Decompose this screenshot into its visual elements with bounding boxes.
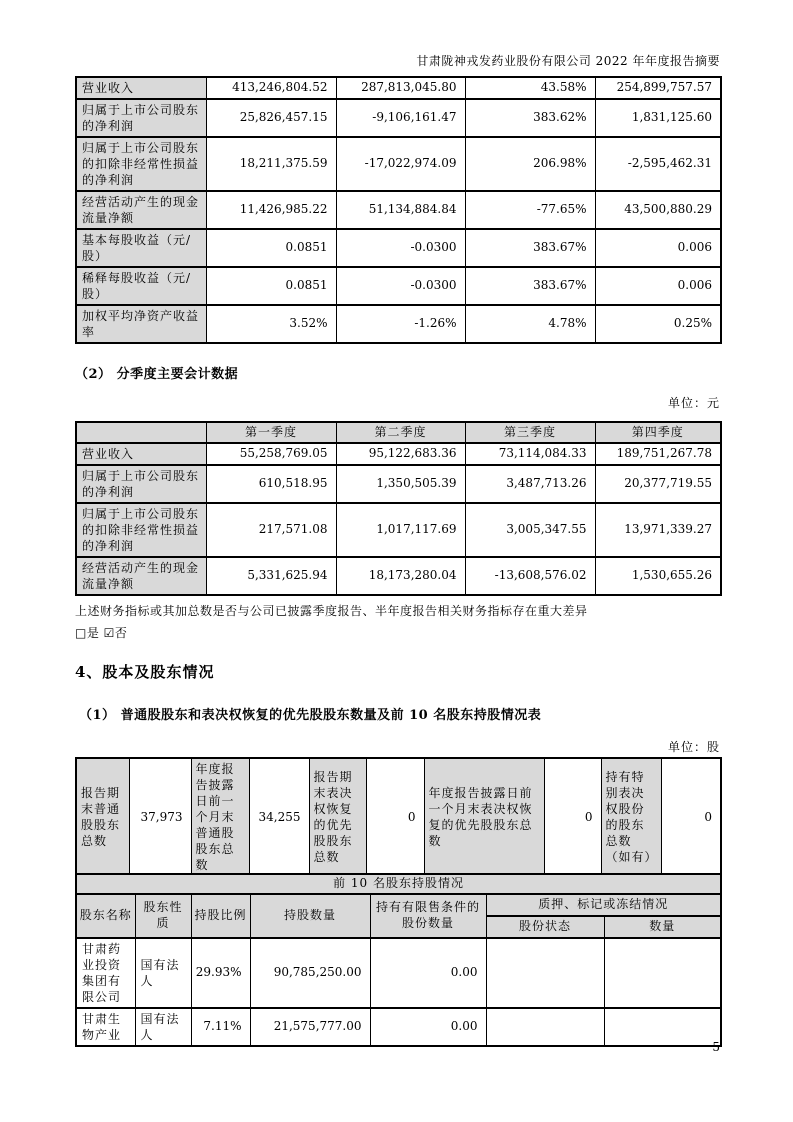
column-header-restricted: 持有有限售条件的股份数量 (370, 894, 486, 938)
metric-value: 0.0851 (206, 229, 336, 267)
metric-value: -2,595,462.31 (595, 137, 721, 191)
holder-shares: 21,575,777.00 (250, 1008, 370, 1046)
yes-no-checkboxes (75, 624, 127, 641)
metric-value: 1,350,505.39 (336, 465, 465, 503)
count-value: 37,973 (129, 758, 191, 875)
column-header-pledge-status: 股份状态 (486, 916, 604, 938)
table-row (76, 191, 721, 229)
metric-value: 1,530,655.26 (595, 557, 721, 595)
metric-value: 18,211,375.59 (206, 137, 336, 191)
checkbox-no-checked: ☑否 (103, 626, 128, 640)
metric-value: 610,518.95 (206, 465, 336, 503)
metric-label: 经营活动产生的现金流量净额 (76, 191, 206, 229)
column-header-shares: 持股数量 (250, 894, 370, 938)
holder-ratio: 29.93% (191, 938, 250, 1008)
metric-value: 3.52% (206, 305, 336, 343)
equity-subsection-title: （1） 普通股股东和表决权恢复的优先股股东数量及前 10 名股东持股情况表 (79, 708, 542, 723)
quarterly-section-title: （2） 分季度主要会计数据 (75, 367, 239, 382)
column-header: 第四季度 (595, 422, 721, 443)
metric-value: 13,971,339.27 (595, 503, 721, 557)
metric-value: 25,826,457.15 (206, 99, 336, 137)
count-label: 报告期末普通股股东总数 (76, 758, 129, 875)
holder-nature: 国有法人 (135, 1008, 191, 1046)
metric-value: 43.58% (465, 77, 595, 99)
count-value: 34,255 (249, 758, 309, 875)
metric-value: 0.25% (595, 305, 721, 343)
corner-cell (76, 422, 206, 443)
top10-holders-table (75, 873, 722, 1047)
holder-row (76, 1008, 721, 1046)
table-row (76, 557, 721, 595)
count-label: 年度报告披露日前一个月末普通股股东总数 (191, 758, 249, 875)
metric-value: 254,899,757.57 (595, 77, 721, 99)
metric-value: 217,571.08 (206, 503, 336, 557)
count-label: 报告期末表决权恢复的优先股股东总数 (309, 758, 366, 875)
table-row (76, 443, 721, 465)
metric-value: 95,122,683.36 (336, 443, 465, 465)
quarterly-table (75, 421, 722, 596)
metric-value: 73,114,084.33 (465, 443, 595, 465)
metric-value: 1,017,117.69 (336, 503, 465, 557)
metric-value: 3,005,347.55 (465, 503, 595, 557)
holder-pledge-qty (604, 938, 721, 1008)
column-header-ratio: 持股比例 (191, 894, 250, 938)
metric-label: 归属于上市公司股东的净利润 (76, 465, 206, 503)
column-header: 第三季度 (465, 422, 595, 443)
top10-band-title: 前 10 名股东持股情况 (76, 874, 721, 894)
holder-ratio: 7.11% (191, 1008, 250, 1046)
metric-value: 383.67% (465, 267, 595, 305)
count-label: 持有特别表决权股份的股东总数（如有） (601, 758, 661, 875)
metric-label: 经营活动产生的现金流量净额 (76, 557, 206, 595)
column-header: 第二季度 (336, 422, 465, 443)
table-row (76, 99, 721, 137)
metric-value: -77.65% (465, 191, 595, 229)
holder-name: 甘肃药业投资集团有限公司 (76, 938, 135, 1008)
metric-value: 413,246,804.52 (206, 77, 336, 99)
metric-value: -0.0300 (336, 267, 465, 305)
metric-value: 0.0851 (206, 267, 336, 305)
metric-label: 营业收入 (76, 443, 206, 465)
column-header-pledge-group: 质押、标记或冻结情况 (486, 894, 721, 916)
column-header-pledge-qty: 数量 (604, 916, 721, 938)
holder-restricted: 0.00 (370, 1008, 486, 1046)
count-value: 0 (366, 758, 424, 875)
table-header-row (76, 422, 721, 443)
table-row (76, 465, 721, 503)
metric-label: 稀释每股收益（元/股） (76, 267, 206, 305)
metric-value: 189,751,267.78 (595, 443, 721, 465)
table-row (76, 503, 721, 557)
metric-value: -0.0300 (336, 229, 465, 267)
metric-label: 归属于上市公司股东的扣除非经常性损益的净利润 (76, 503, 206, 557)
holder-shares: 90,785,250.00 (250, 938, 370, 1008)
shareholder-counts-table (75, 757, 722, 876)
table-row (76, 137, 721, 191)
band-row (76, 874, 721, 894)
metric-value: 383.62% (465, 99, 595, 137)
table-row (76, 77, 721, 99)
metric-value: -1.26% (336, 305, 465, 343)
metric-value: 287,813,045.80 (336, 77, 465, 99)
table-row (76, 758, 721, 875)
metric-value: 55,258,769.05 (206, 443, 336, 465)
table-header-row (76, 894, 721, 916)
holder-nature: 国有法人 (135, 938, 191, 1008)
quarterly-note-text: 上述财务指标或其加总数是否与公司已披露季度报告、半年度报告相关财务指标存在重大差异 (75, 604, 588, 618)
metric-value: 206.98% (465, 137, 595, 191)
table-row (76, 267, 721, 305)
metric-value: 43,500,880.29 (595, 191, 721, 229)
unit-label-shares: 单位：股 (667, 740, 720, 754)
holder-restricted: 0.00 (370, 938, 486, 1008)
metric-value: 5,331,625.94 (206, 557, 336, 595)
metric-label: 归属于上市公司股东的扣除非经常性损益的净利润 (76, 137, 206, 191)
count-label: 年度报告披露日前一个月末表决权恢复的优先股股东总数 (424, 758, 544, 875)
metric-value: -13,608,576.02 (465, 557, 595, 595)
metric-value: 0.006 (595, 229, 721, 267)
metric-value: 4.78% (465, 305, 595, 343)
metric-label: 营业收入 (76, 77, 206, 99)
holder-pledge-status (486, 938, 604, 1008)
metric-label: 归属于上市公司股东的净利润 (76, 99, 206, 137)
metric-value: 18,173,280.04 (336, 557, 465, 595)
column-header-nature: 股东性质 (135, 894, 191, 938)
holder-pledge-status (486, 1008, 604, 1046)
holder-row (76, 938, 721, 1008)
count-value: 0 (544, 758, 601, 875)
page-header-title: 甘肃陇神戎发药业股份有限公司 2022 年年度报告摘要 (416, 54, 720, 68)
metric-label: 加权平均净资产收益率 (76, 305, 206, 343)
metric-value: -17,022,974.09 (336, 137, 465, 191)
metric-label: 基本每股收益（元/股） (76, 229, 206, 267)
metric-value: -9,106,161.47 (336, 99, 465, 137)
metric-value: 1,831,125.60 (595, 99, 721, 137)
checkbox-yes-unchecked: □是 (75, 626, 100, 640)
column-header-name: 股东名称 (76, 894, 135, 938)
financial-summary-table (75, 76, 722, 344)
metric-value: 3,487,713.26 (465, 465, 595, 503)
metric-value: 0.006 (595, 267, 721, 305)
table-row (76, 305, 721, 343)
table-row (76, 229, 721, 267)
holder-pledge-qty (604, 1008, 721, 1046)
holder-name: 甘肃生物产业 (76, 1008, 135, 1046)
metric-value: 51,134,884.84 (336, 191, 465, 229)
metric-value: 20,377,719.55 (595, 465, 721, 503)
unit-label-yuan: 单位：元 (667, 396, 720, 410)
count-value: 0 (661, 758, 721, 875)
page-number: 5 (712, 1040, 720, 1054)
equity-section-title: 4、股本及股东情况 (75, 663, 215, 681)
metric-value: 383.67% (465, 229, 595, 267)
metric-value: 11,426,985.22 (206, 191, 336, 229)
column-header: 第一季度 (206, 422, 336, 443)
